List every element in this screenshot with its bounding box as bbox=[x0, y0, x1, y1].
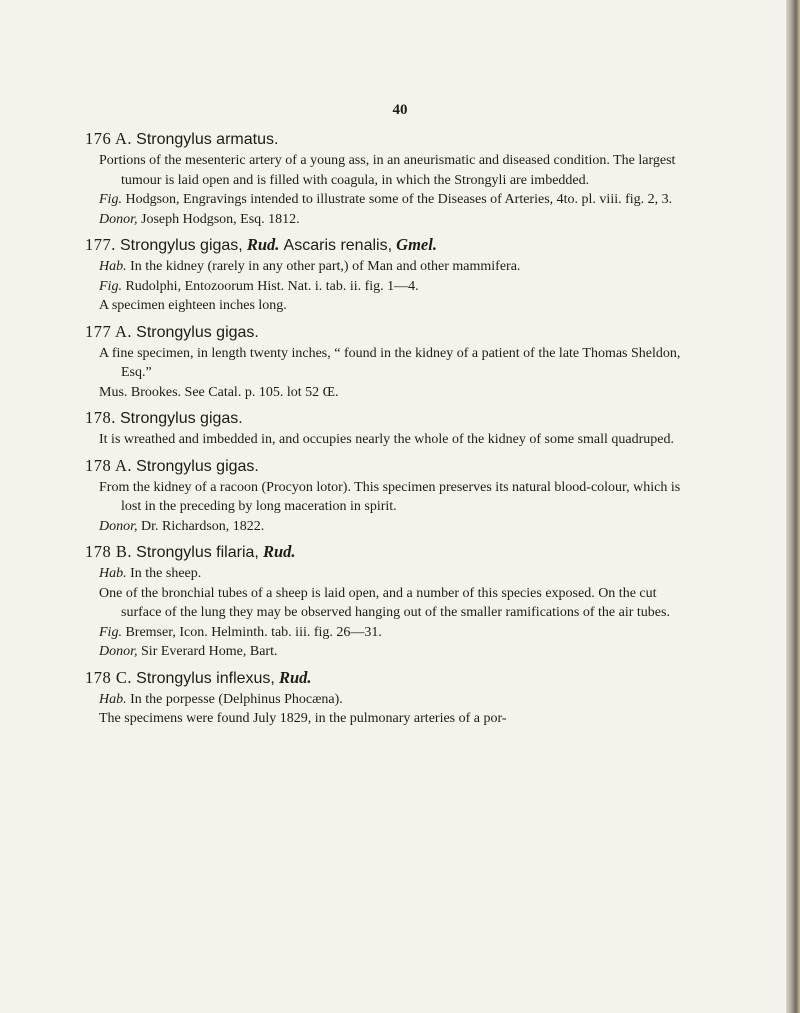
entry-number: 177. bbox=[85, 235, 116, 254]
donor-line: Donor, Sir Everard Home, Bart. bbox=[99, 644, 278, 659]
entry-title: Strongylus inflexus, bbox=[136, 669, 275, 687]
entry-synonym: Ascaris renalis, bbox=[283, 237, 393, 254]
entry-heading bbox=[85, 321, 685, 344]
figure-reference: Fig. Hodgson, Engravings intended to illustrate some of the Diseases of Arteries, 4to. pl. viii. fig. 2, 3. bbox=[99, 192, 673, 207]
entry-177a bbox=[85, 321, 685, 403]
entry-number: 178 B. bbox=[85, 542, 133, 561]
page-edge bbox=[786, 0, 800, 1013]
entry-description: One of the bronchial tubes of a sheep is laid open, and a number of this species exposed. On the cut surface of the lung they may be observed hanging out of the smaller ramifications of the air tubes. bbox=[99, 585, 670, 620]
entry-178a bbox=[85, 455, 685, 537]
habitat-line: Hab. In the sheep. bbox=[99, 566, 202, 581]
entry-heading bbox=[85, 407, 685, 430]
habitat-line: Hab. In the kidney (rarely in any other part,) of Man and other mammifera. bbox=[99, 259, 521, 274]
entry-description: A specimen eighteen inches long. bbox=[99, 298, 287, 313]
donor-line: Donor, Joseph Hodgson, Esq. 1812. bbox=[99, 211, 300, 227]
entry-number: 176 A. bbox=[85, 129, 133, 148]
entry-heading bbox=[85, 541, 685, 564]
entry-author: Rud. bbox=[279, 667, 312, 687]
page-number: 40 bbox=[392, 102, 408, 118]
entry-number: 178. bbox=[85, 408, 116, 427]
figure-reference: Fig. Bremser, Icon. Helminth. tab. iii. fig. 26—31. bbox=[99, 624, 382, 640]
catalogue-text bbox=[85, 128, 685, 729]
entry-177 bbox=[85, 234, 685, 316]
entry-title: Strongylus gigas. bbox=[136, 323, 259, 341]
entry-description: Portions of the mesenteric artery of a young ass, in an aneurismatic and diseased condition. The largest tumour is laid open and is filled with coagula, in which the Strongyli are imbedded. bbox=[99, 153, 676, 188]
entry-title: Strongylus filaria, bbox=[136, 544, 259, 561]
figure-reference: Fig. Rudolphi, Entozoorum Hist. Nat. i. tab. ii. fig. 1—4. bbox=[99, 278, 419, 294]
entry-heading bbox=[85, 455, 685, 478]
entry-description: From the kidney of a racoon (Procyon lotor). This specimen preserves its natural blood-colour, which is lost in the preceding by long maceration in spirit. bbox=[99, 479, 681, 514]
entry-178c bbox=[85, 667, 685, 729]
entry-author: Rud. bbox=[262, 542, 296, 561]
entry-description: The specimens were found July 1829, in the pulmonary arteries of a por- bbox=[99, 711, 507, 726]
synonym-author: Gmel. bbox=[396, 235, 437, 254]
entry-title: Strongylus gigas. bbox=[136, 457, 259, 475]
entry-heading bbox=[85, 234, 685, 257]
entry-description: It is wreathed and imbedded in, and occupies nearly the whole of the kidney of some small quadruped. bbox=[99, 432, 674, 447]
entry-heading bbox=[85, 128, 685, 151]
catalogue-reference: Mus. Brookes. See Catal. p. 105. lot 52 Œ. bbox=[99, 384, 339, 400]
entry-176a bbox=[85, 128, 685, 229]
entry-description: A fine specimen, in length twenty inches, “ found in the kidney of a patient of the late Thomas Sheldon, Esq.” bbox=[99, 345, 681, 380]
entry-title: Strongylus gigas. bbox=[120, 410, 243, 427]
entry-author: Rud. bbox=[246, 235, 280, 254]
habitat-line: Hab. In the porpesse (Delphinus Phocæna). bbox=[99, 691, 343, 707]
entry-title: Strongylus armatus. bbox=[136, 131, 279, 148]
entry-178b bbox=[85, 541, 685, 662]
donor-line: Donor, Dr. Richardson, 1822. bbox=[99, 518, 265, 534]
entry-178 bbox=[85, 407, 685, 450]
entry-number: 177 A. bbox=[85, 321, 133, 341]
entry-number: 178 A. bbox=[85, 455, 133, 475]
entry-number: 178 C. bbox=[85, 667, 133, 687]
entry-title: Strongylus gigas, bbox=[120, 237, 243, 254]
entry-heading bbox=[85, 667, 685, 690]
